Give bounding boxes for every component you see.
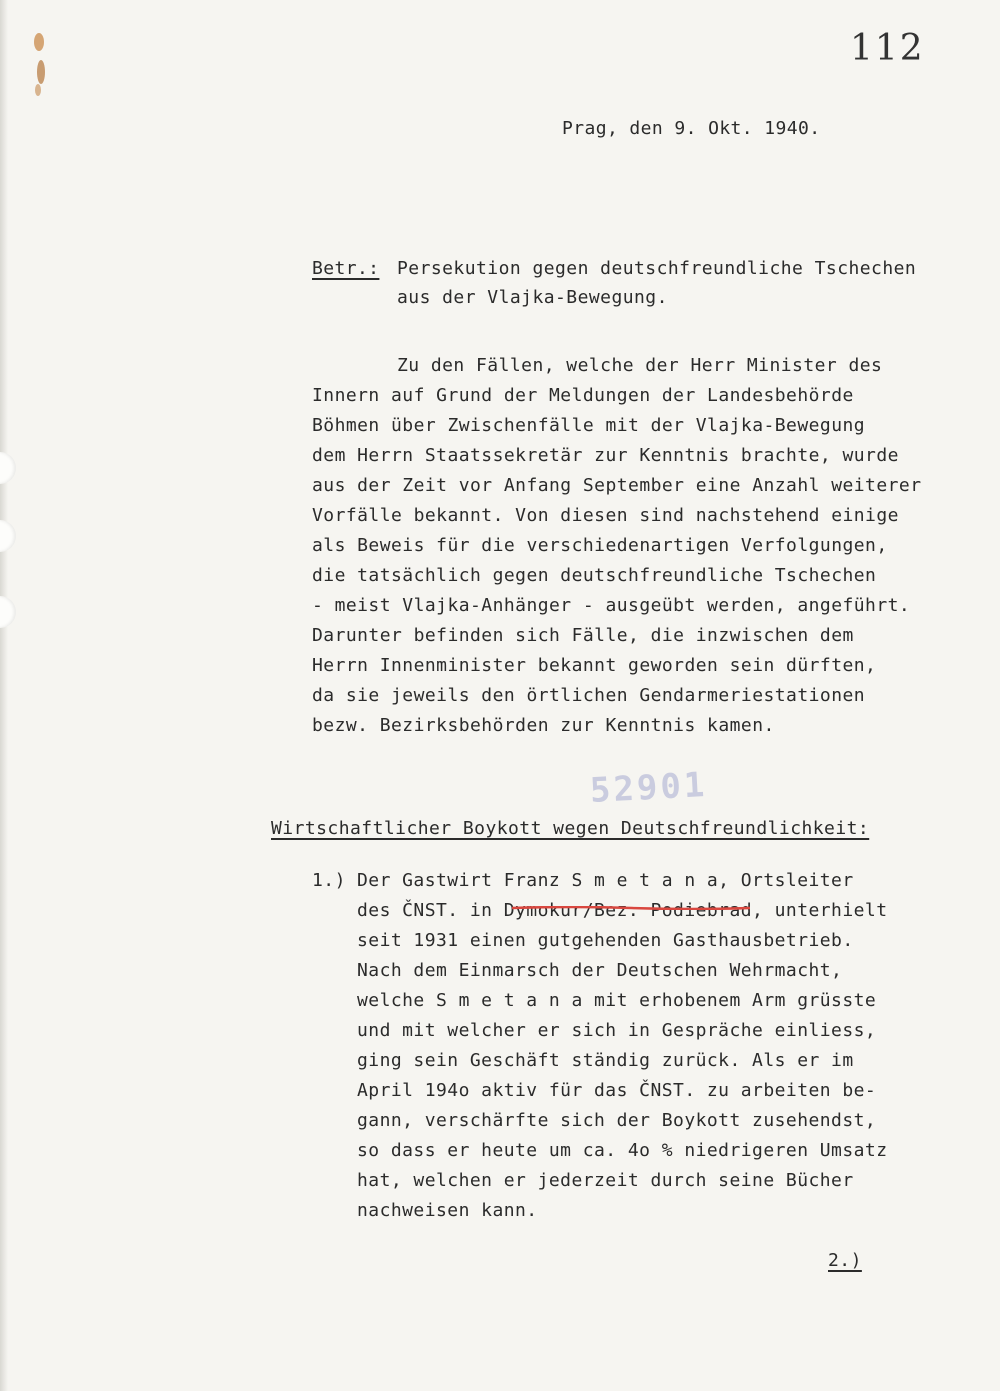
item-line: ging sein Geschäft ständig zurück. Als er im [357,1050,854,1071]
item-line: gann, verschärfte sich der Boykott zusehendst, [357,1110,877,1131]
intro-line: die tatsächlich gegen deutschfreundliche Tschechen [312,565,877,586]
item-line: welche S m e t a n a mit erhobenem Arm grüsste [357,990,877,1011]
punch-hole [0,452,16,484]
rust-stain [28,30,50,100]
item-line: Der Gastwirt Franz S m e t a n a, Ortsleiter [357,870,854,891]
intro-line: Böhmen über Zwischenfälle mit der Vlajka-Bewegung [312,415,866,436]
punch-hole [0,520,16,552]
faded-stamp: 52901 [589,764,709,812]
subject-line: aus der Vlajka-Bewegung. [397,287,668,308]
page-edge-shadow [0,0,8,1391]
intro-line: als Beweis für die verschiedenartigen Verfolgungen, [312,535,888,556]
page-number: 112 [850,28,925,69]
intro-line: Vorfälle bekannt. Von diesen sind nachstehend einige [312,505,899,526]
intro-line: aus der Zeit vor Anfang September eine Anzahl weiterer [312,475,922,496]
continuation-marker: 2.) [828,1250,862,1271]
intro-line: Zu den Fällen, welche der Herr Minister des [397,355,883,376]
intro-line: Darunter befinden sich Fälle, die inzwischen dem [312,625,854,646]
item-line: des ČNST. in Dymokur/Bez. Podiebrad, unterhielt [357,900,888,921]
intro-line: bezw. Bezirksbehörden zur Kenntnis kamen. [312,715,775,736]
intro-line: da sie jeweils den örtlichen Gendarmeriestationen [312,685,866,706]
punch-hole [0,596,16,628]
intro-line: Innern auf Grund der Meldungen der Landesbehörde [312,385,854,406]
intro-line: Herrn Innenminister bekannt geworden sein dürften, [312,655,877,676]
section-heading: Wirtschaftlicher Boykott wegen Deutschfreundlichkeit: [271,818,870,839]
subject-line: Persekution gegen deutschfreundliche Tschechen [397,258,917,279]
red-pencil-underline [512,906,750,910]
item-line: und mit welcher er sich in Gespräche einliess, [357,1020,877,1041]
item-line: seit 1931 einen gutgehenden Gasthausbetrieb. [357,930,854,951]
item-number: 1.) [312,870,346,891]
intro-line: dem Herrn Staatssekretär zur Kenntnis brachte, wurde [312,445,899,466]
subject-label: Betr.: [312,258,380,279]
item-line: April 194o aktiv für das ČNST. zu arbeiten be- [357,1080,877,1101]
intro-line: - meist Vlajka-Anhänger - ausgeübt werden, angeführt. [312,595,911,616]
item-line: nachweisen kann. [357,1200,538,1221]
item-line: so dass er heute um ca. 4o % niedrigeren Umsatz [357,1140,888,1161]
date-line: Prag, den 9. Okt. 1940. [562,118,821,139]
item-line: Nach dem Einmarsch der Deutschen Wehrmacht, [357,960,843,981]
item-line: hat, welchen er jederzeit durch seine Bücher [357,1170,854,1191]
